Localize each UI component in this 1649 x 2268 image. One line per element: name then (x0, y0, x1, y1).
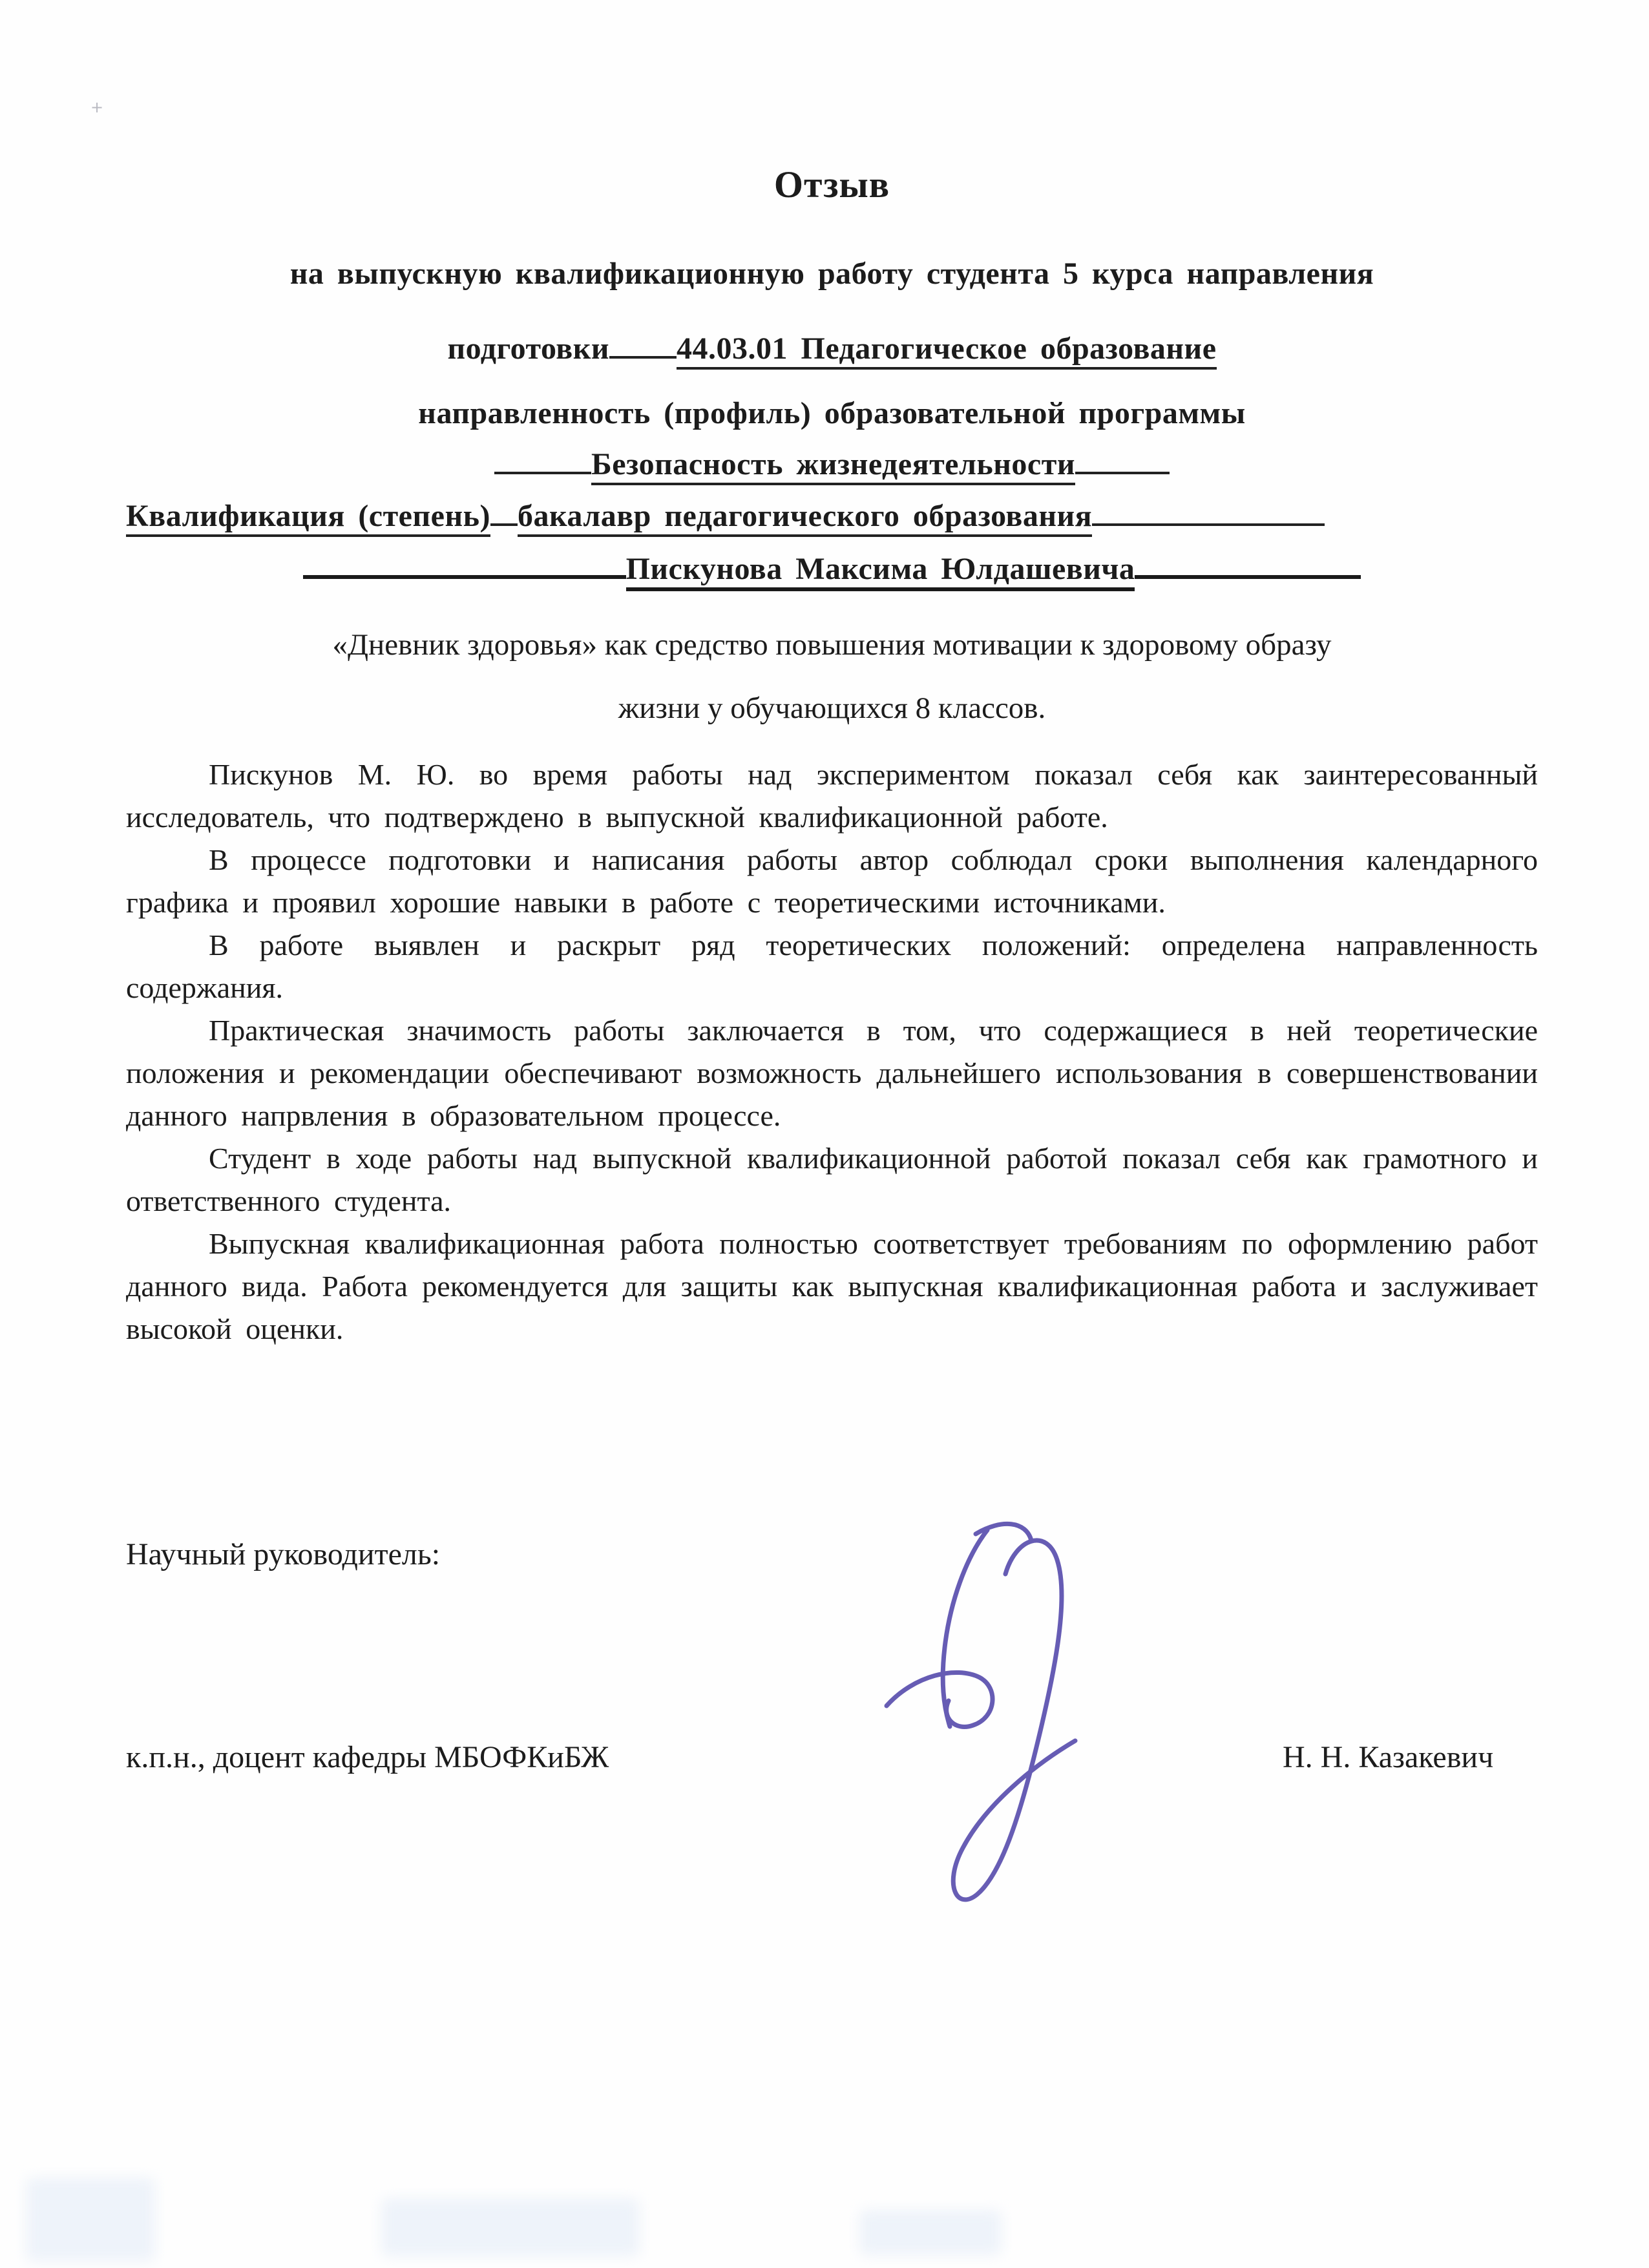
paragraph: Студент в ходе работы над выпускной квалификационной работой показал себя как грамотного и ответственного студента. (126, 1142, 1538, 1218)
blank-underline (609, 325, 677, 359)
paragraph: Пискунов М. Ю. во время работы над экспериментом показал себя как заинтересованный исследователь, что подтверждено в выпускной квалификационной работе. (126, 758, 1538, 834)
header-line-5 (126, 492, 1538, 534)
supervisor-name: Н. Н. Казакевич (1283, 1740, 1494, 1774)
scan-blotch (26, 2178, 155, 2262)
supervisor-position: к.п.н., доцент кафедры МБОФКиБЖ (126, 1740, 609, 1774)
header-line-4 (126, 441, 1538, 482)
field-value-qualification: бакалавр педагогического образования (518, 499, 1092, 537)
blank-underline (303, 544, 626, 579)
blank-underline (490, 492, 518, 526)
paragraph: Практическая значимость работы заключается в том, что содержащиеся в ней теоретические положения и рекомендации обеспечивают возможность дальнейшего использования в совершенствовании данного напрвления в образовательном процессе. (126, 1014, 1538, 1133)
document-title: Отзыв (773, 163, 890, 205)
thesis-title-line-2: жизни у обучающихся 8 классов. (618, 691, 1046, 725)
field-value-student-name: Пискунова Максима Юлдашевича (626, 552, 1135, 591)
blank-underline (1092, 492, 1325, 526)
thesis-title-line-1: «Дневник здоровья» как средство повышения мотивации к здоровому образу (332, 627, 1332, 662)
paragraph: В работе выявлен и раскрыт ряд теоретических положений: определена направленность содержания. (126, 929, 1538, 1005)
header-line-2 (126, 325, 1538, 366)
supervisor-label: Научный руководитель: (126, 1537, 441, 1571)
header-line-6 (126, 544, 1538, 587)
scan-blotch (381, 2198, 640, 2256)
scan-blotch (859, 2210, 1002, 2255)
document-content (126, 163, 1538, 1350)
field-value-profile: Безопасность жизнедеятельности (591, 447, 1075, 485)
header-line-1: на выпускную квалификационную работу студента 5 курса направления (289, 257, 1374, 291)
blank-underline (1075, 441, 1170, 474)
field-label-program: подготовки (447, 331, 610, 366)
paragraph: Выпускная квалификационная работа полностью соответствует требованиям по оформлению работ данного вида. Работа рекомендуется для защиты как выпускная квалификационная работа и заслуживает высокой оценки. (126, 1227, 1538, 1346)
blank-underline (1135, 544, 1361, 579)
signature-ink (850, 1512, 1115, 1926)
field-label-qualification: Квалификация (степень) (126, 499, 490, 537)
header-line-3: направленность (профиль) образовательной программы (418, 395, 1246, 430)
paragraph: В процессе подготовки и написания работы автор соблюдал сроки выполнения календарного графика и проявил хорошие навыки в работе с теоретическими источниками. (126, 843, 1538, 919)
blank-underline (494, 441, 591, 474)
scan-speck: + (90, 98, 104, 116)
field-value-program: 44.03.01 Педагогическое образование (677, 331, 1216, 370)
review-body (126, 753, 1538, 1350)
